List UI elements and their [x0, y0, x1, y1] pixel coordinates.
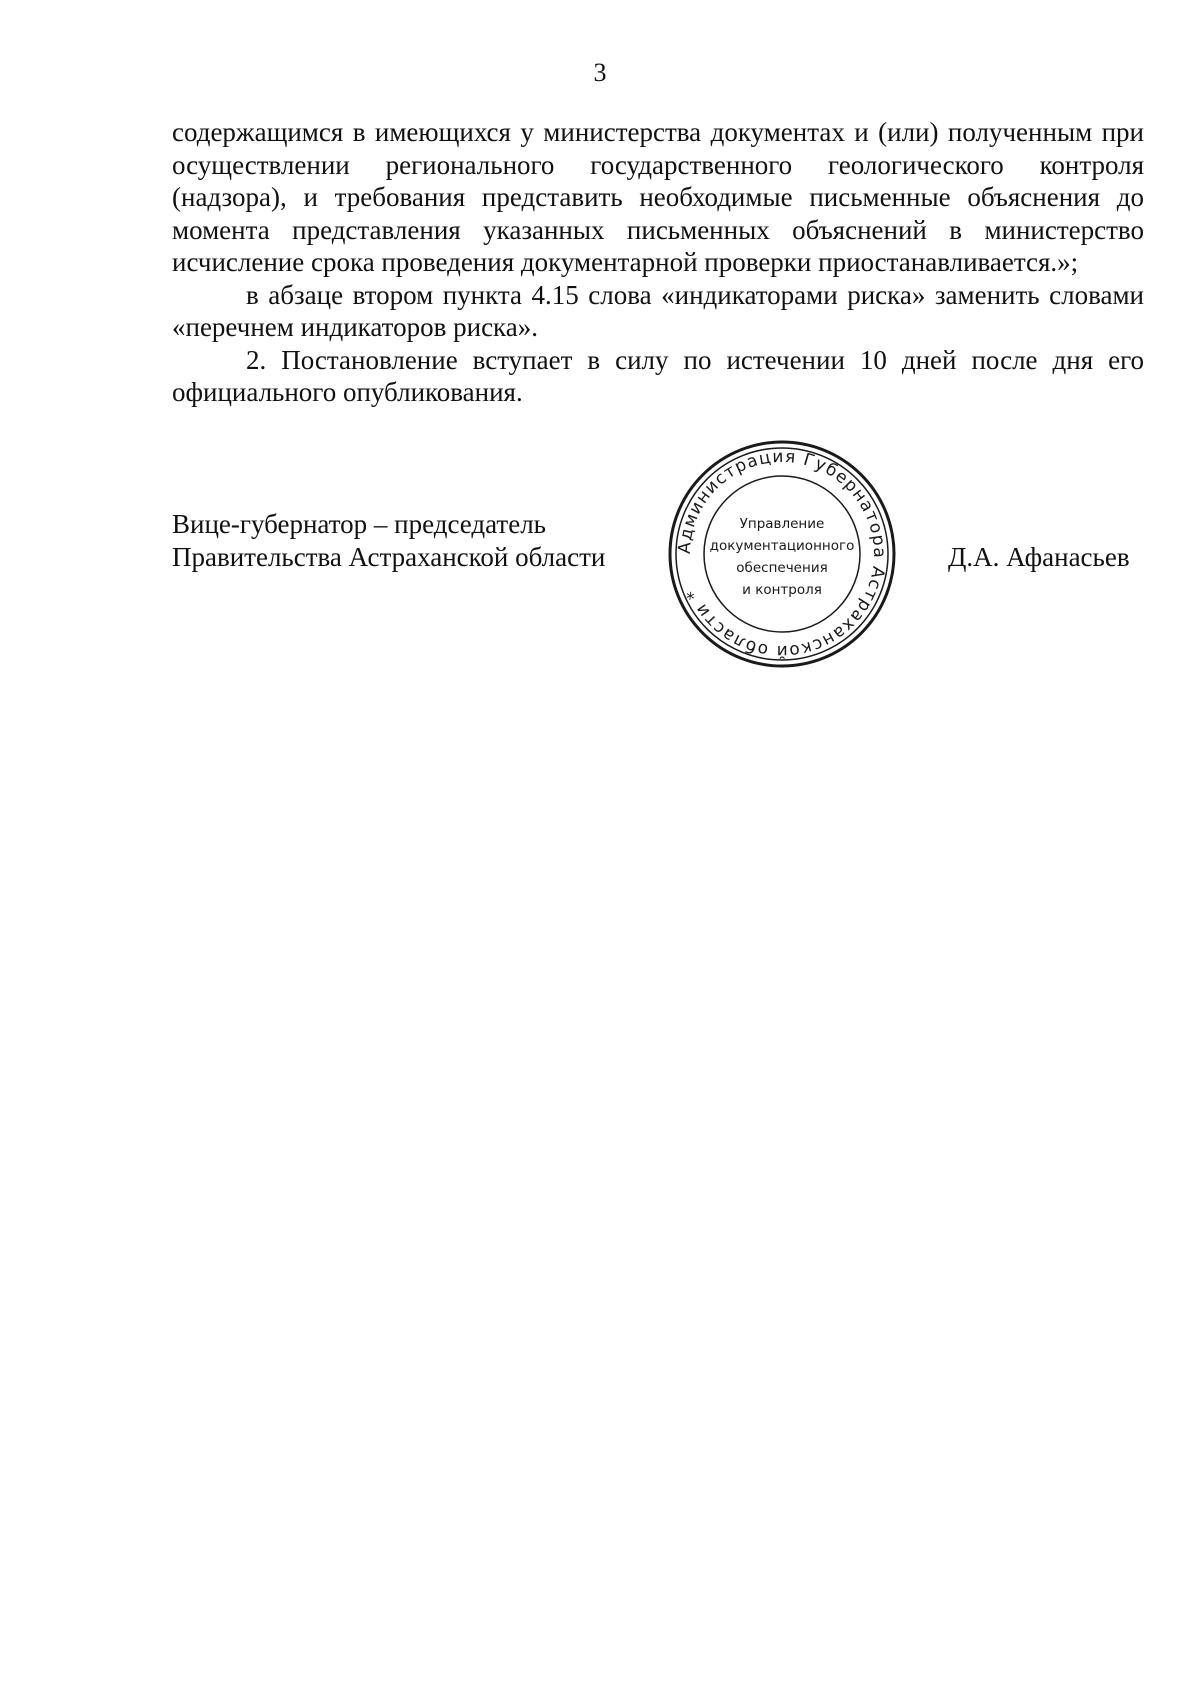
seal-center-line4: и контроля [742, 582, 822, 598]
signer-title [172, 508, 605, 573]
signer-title-line2: Правительства Астраханской области [172, 541, 606, 572]
signer-name: Д.А. Афанасьев [948, 542, 1130, 572]
paragraph-continuation: содержащимся в имеющихся у министерства документах и (или) полученным при осуществлении регионального государственного геологического контроля (надзора), и требования представить необходимые письменные объяснения до момента представления указанных письменных объяснений в министерство исчисление срока проведения документарной проверки приостанавливается.»; [172, 117, 1144, 277]
seal-center-line3: обеспечения [736, 560, 828, 576]
seal-ring-textpath: Администрация Губернатора Астраханской области * [674, 446, 890, 662]
paragraph-amendment: в абзаце втором пункта 4.15 слова «индикаторами риска» заменить словами «перечнем индикаторов риска». [172, 279, 1144, 342]
paragraph-effective-date: 2. Постановление вступает в силу по истечении 10 дней после дня его официального опубликования. [172, 344, 1144, 407]
seal-inner-ring [704, 476, 860, 632]
seal-graphic [666, 438, 898, 670]
document-body [172, 116, 1144, 409]
seal-center-line1: Управление [739, 516, 825, 532]
signer-title-line1: Вице-губернатор – председатель [172, 509, 546, 539]
seal-center-line2: документационного [709, 538, 855, 554]
page-number: 3 [593, 58, 607, 87]
official-seal-stamp [666, 438, 898, 670]
